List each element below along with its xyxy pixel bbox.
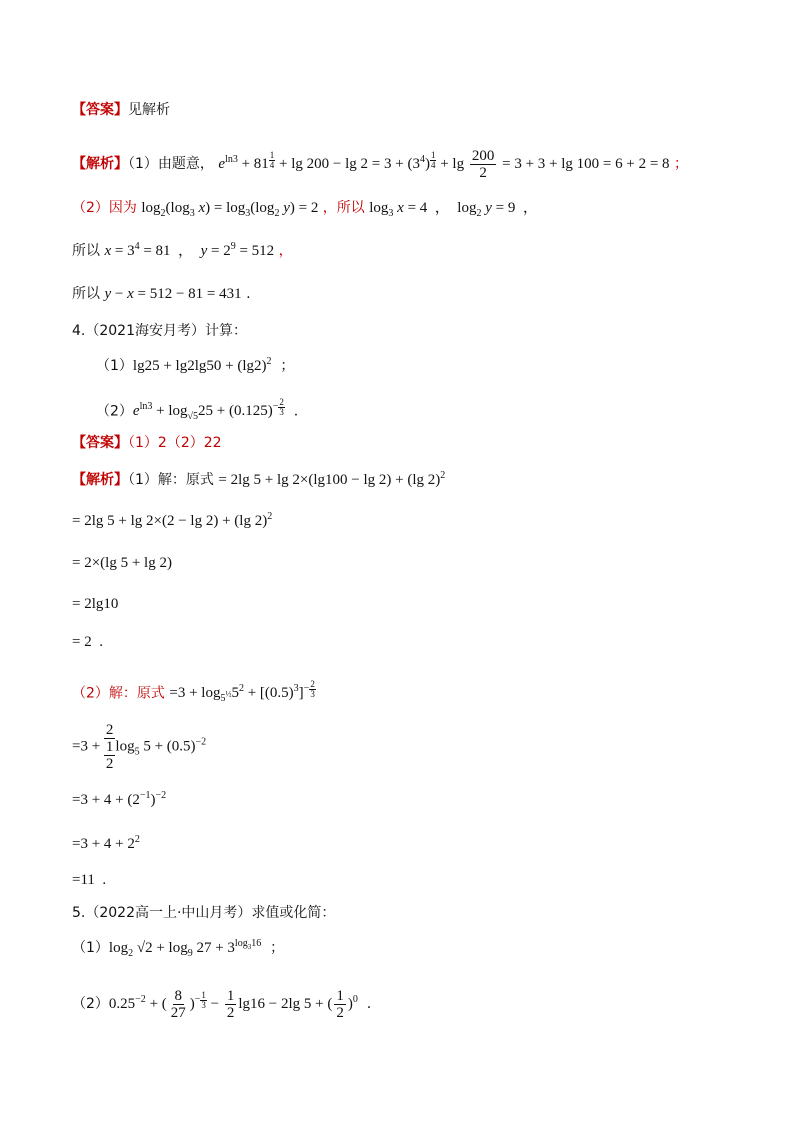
connector-text: 所以 — [72, 243, 100, 259]
answer-tag: 【答案】 — [72, 102, 128, 118]
answer-line — [72, 433, 222, 453]
analysis-part-label: （2）因为 — [72, 200, 137, 216]
answer-text: 见解析 — [128, 102, 170, 118]
analysis-part-label: （2）解：原式 — [72, 685, 165, 702]
analysis-line-2 — [72, 198, 538, 218]
analysis4-line-1 — [72, 470, 445, 490]
analysis-tag: 【解析】 — [72, 155, 128, 172]
analysis-line-1: 【解析】（1）由题意， $e^{ln3} + 81$ $^{\frac{1}{4}}$ + $\lg 200 - \lg 2 = 3 + (3^4)$ $^{\frac{1}{4}}$ + lg $\frac{200}{2}$ = 3 + 3 + lg 100 = 6 + 2 = 8 ； — [72, 148, 688, 181]
analysis4-line-10: =11 . — [72, 872, 107, 888]
equation: $\log_2(\log_3$ $x) = \log_3(\log_2$ y) = 2 — [141, 200, 319, 219]
equation: $0.25^{-2}$ + ( $\frac{8}{27}$ )$^{- \frac{1}{3}}$ − $\frac{1}{2}$ lg16 − 2lg 5 + ( $\frac{1}{2}$ )$^0$ — [108, 988, 358, 1021]
analysis4-line-9: $=3 + 4 + 2^2$ — [72, 834, 140, 852]
equation: $\lg 25 + \lg 2\lg 50 + (\lg 2)^2$ — [132, 356, 272, 374]
question-4-sub1: $(1)\lg 25 + \lg 2\lg 50 + (\lg 2)^2$ ； — [96, 356, 295, 374]
answer-text: （1）2（2）22 — [128, 435, 222, 451]
analysis4-line-6 — [72, 680, 316, 703]
analysis4-line-5: = 2 . — [72, 634, 103, 650]
equation: $=3 + \log_{5^{\frac{1}{2}}}5^2 + [(0.5)^3]^{- \frac{2}{3}}$ — [169, 679, 315, 705]
equation: $x = 3^4 = 81$ ， $y = 2^9 = 512$ — [104, 241, 275, 259]
analysis-line-4: 所以 y − x = 512 − 81 = 431 . — [72, 286, 251, 302]
question-5-sub2: $(2)0.25^{-2}$ + ( $\frac{8}{27}$ )$^{- \frac{1}{3}}$ − $\frac{1}{2}$ lg16 − 2lg 5 + ( $\frac{1}{2}$ )$^0$ . — [72, 988, 372, 1021]
analysis4-line-4: = 2lg10 — [72, 596, 119, 612]
connector-text: 所以 — [72, 286, 100, 302]
analysis-part-label: （1）由题意， — [128, 155, 214, 172]
question-4-sub2: $(2)e^{ln3} + \log_{√5}25 + (0.125)^{- \frac{2}{3}}$ . — [96, 397, 299, 423]
equation: $\log_3 x = 4$ ， $\log_2 y = 9$ ， — [369, 200, 538, 219]
analysis-line-3: 所以 $x = 3^4 = 81$ ， $y = 2^9 = 512$ ， — [72, 241, 293, 259]
analysis4-line-8: $=3 + 4 + (2^{-1})^{-2}$ — [72, 790, 167, 808]
connector-text: ，所以 — [322, 200, 365, 216]
equation: y − x = 512 − 81 = 431 — [104, 286, 242, 302]
equation: $\log_2 √2 + \log_9 27 + 3^{log_316}$ — [108, 938, 262, 959]
analysis-part-label: （1）解：原式 — [128, 472, 214, 488]
sub-label: （2） — [96, 403, 133, 420]
analysis4-line-2: = 2lg 5 + lg 2×(2 − lg 2) + (lg 2)$^2$ — [72, 511, 273, 529]
sub-label: （2） — [72, 995, 109, 1012]
analysis4-line-7: =3 + 2 1 2 $\log_5 5 + (0.5)^{-2}$ — [72, 722, 207, 772]
sub-label: （1） — [72, 940, 109, 956]
sub-label: （1） — [96, 358, 133, 374]
answer-line — [72, 100, 170, 120]
answer-tag: 【答案】 — [72, 435, 128, 451]
analysis4-line-3: = 2×(lg 5 + lg 2) — [72, 555, 172, 571]
equation: $e^{ln3} + \log_{√5}25 + (0.125)^{- \frac{2}{3}}$ — [132, 397, 284, 423]
equation: = 2lg 5 + lg 2×(lg100 − lg 2) + (lg 2)$^2$ — [218, 470, 446, 488]
analysis-tag: 【解析】 — [72, 472, 128, 488]
equation: $e^{ln3} + 81$ $^{\frac{1}{4}}$ + $\lg 200 - \lg 2 = 3 + (3^4)$ $^{\frac{1}{4}}$ + lg $\frac{200}{2}$ = 3 + 3 + lg 100 = 6 + 2 = 8 — [218, 148, 670, 181]
question-5-sub1: $(1)\log_2$ $√2 + \log_9 27 + 3^{log_316}$ ； — [72, 938, 285, 959]
question-4-heading: 4.（2021海安月考）计算： — [72, 323, 247, 339]
question-5-heading: 5.（2022高一上·中山月考）求值或化简： — [72, 905, 336, 921]
